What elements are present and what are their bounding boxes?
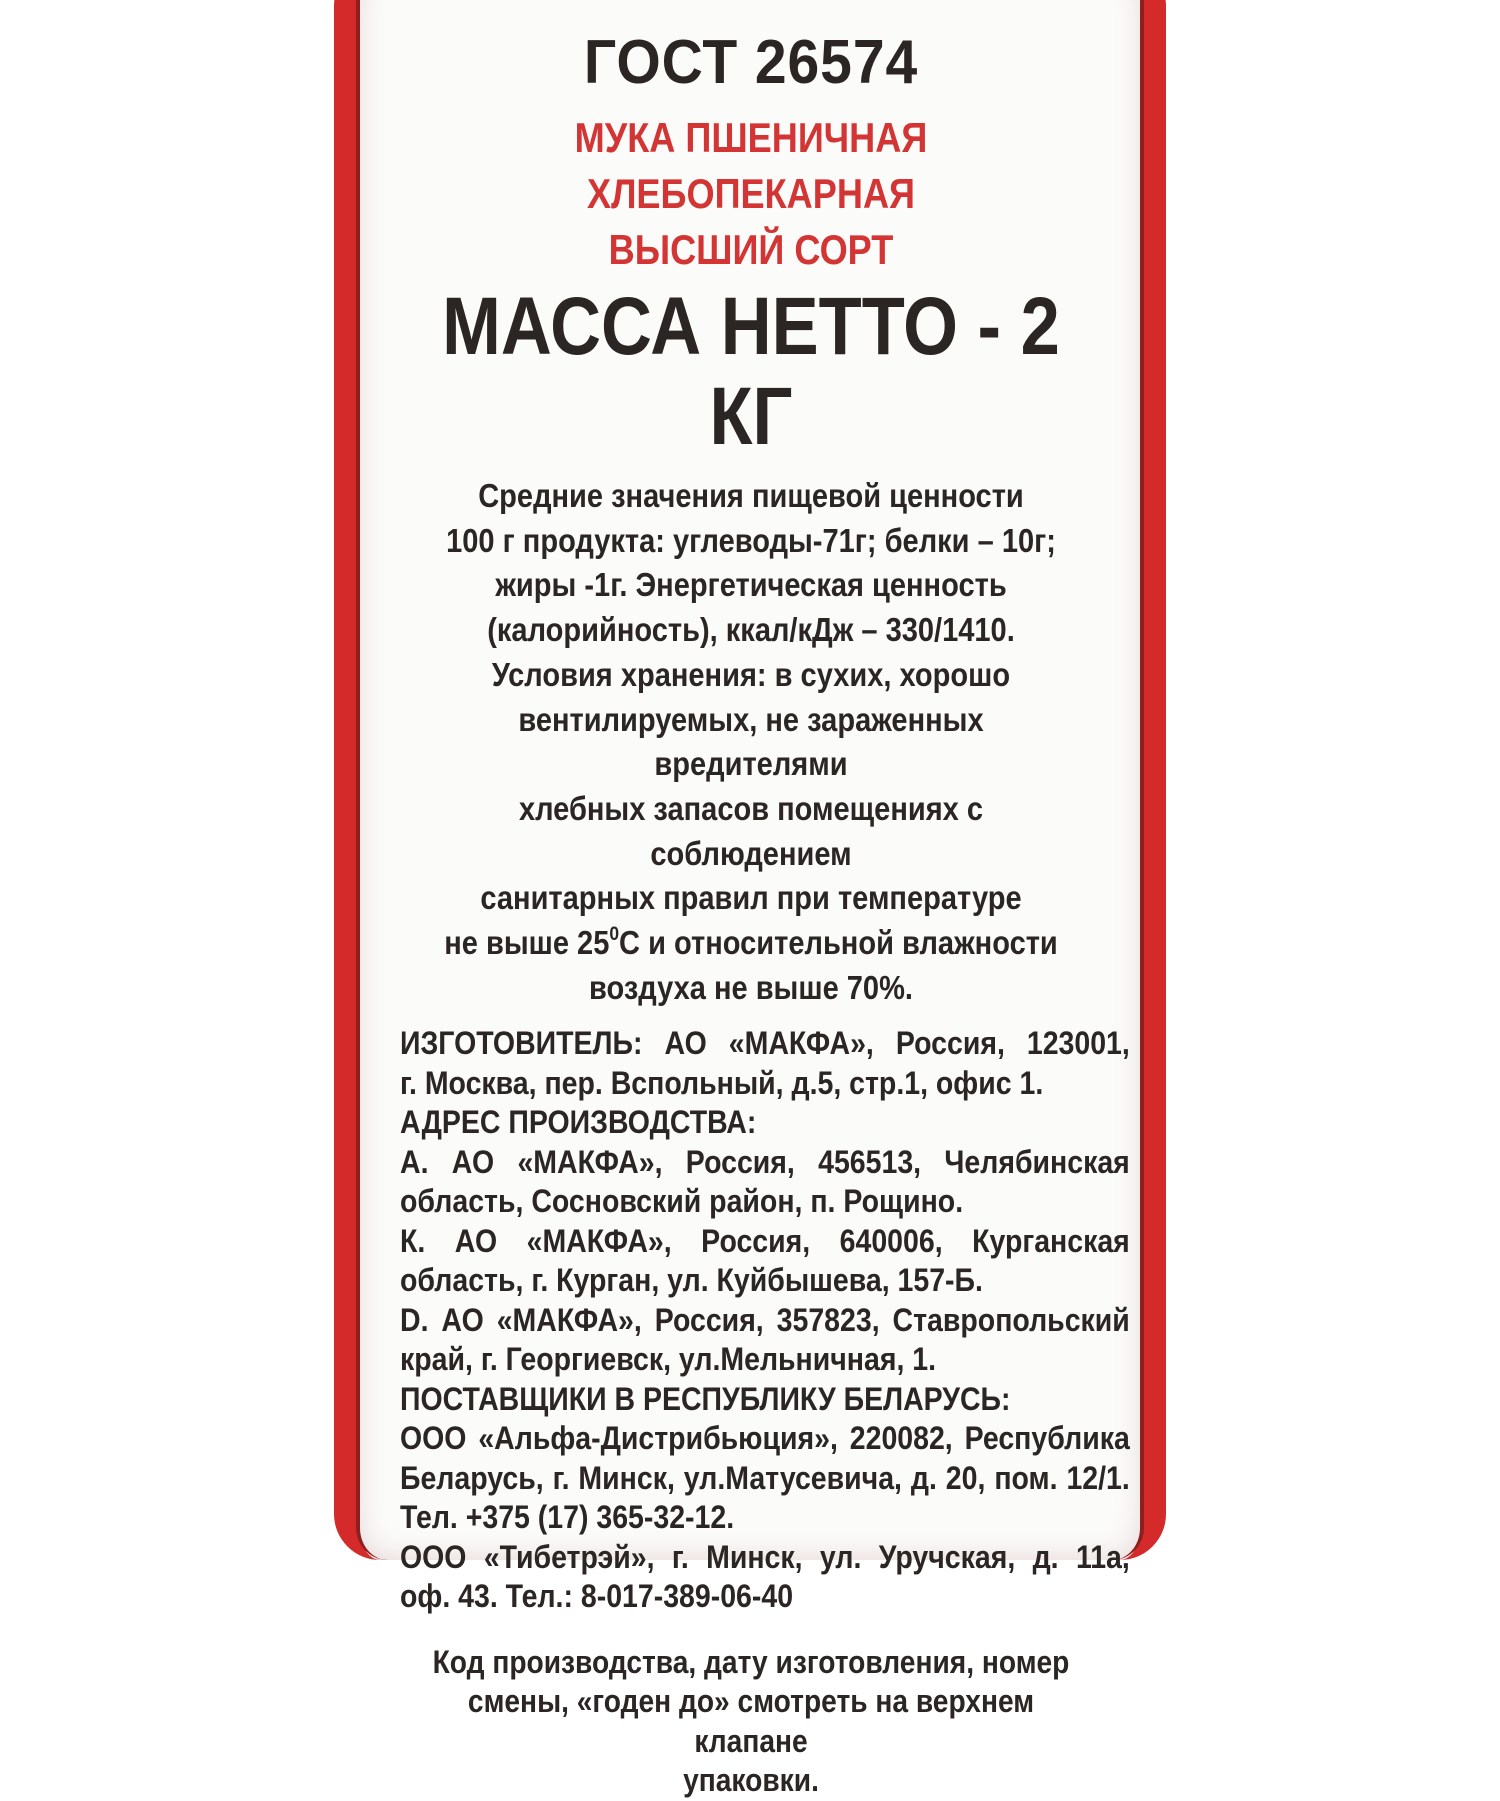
manufacturer-line: ИЗГОТОВИТЕЛЬ: АО «МАКФА», Россия, 123001, — [400, 1025, 1130, 1062]
supplier-line: Беларусь, г. Минск, ул.Матусевича, д. 20, пом. 12/1. — [400, 1459, 1130, 1496]
footer-line: Код производства, дату изготовления, номер — [432, 1643, 1070, 1680]
nutrition-line: (калорийность), ккал/кДж – 330/1410. — [487, 611, 1015, 649]
supplier-line: Тел. +375 (17) 365-32-12. — [400, 1499, 735, 1536]
manufacturer-info — [400, 1024, 1130, 1617]
storage-line: санитарных правил при температуре — [480, 879, 1022, 917]
label-content — [382, 28, 1130, 1801]
nutrition-line: 100 г продукта: углеводы-71г; белки – 10г; — [446, 521, 1056, 559]
storage-line: вентилируемых, не зараженных вредителями — [518, 700, 984, 783]
production-address-line: область, г. Курган, ул. Куйбышева, 157-Б. — [400, 1262, 983, 1299]
storage-conditions — [426, 653, 1075, 1011]
production-address-line: край, г. Георгиевск, ул.Мельничная, 1. — [400, 1341, 937, 1378]
footer-line: упаковки. — [683, 1762, 819, 1799]
production-code-note — [426, 1643, 1075, 1801]
production-address-line: А. АО «МАКФА», Россия, 456513, Челябинская — [400, 1143, 1130, 1180]
gost-standard: ГОСТ 26574 — [583, 28, 919, 97]
manufacturer-line: г. Москва, пер. Вспольный, д.5, стр.1, офис 1. — [400, 1064, 1044, 1101]
storage-line: воздуха не выше 70%. — [589, 968, 913, 1006]
product-label — [334, 0, 1166, 1799]
production-address-line: D. АО «МАКФА», Россия, 357823, Ставропольский — [400, 1301, 1130, 1338]
nutrition-info — [426, 474, 1075, 653]
net-weight: МАССА НЕТТО - 2 КГ — [442, 281, 1060, 462]
product-name-line: МУКА ПШЕНИЧНАЯ ХЛЕБОПЕКАРНАЯ — [574, 114, 928, 217]
storage-temperature-line — [426, 921, 1075, 966]
storage-line: хлебных запасов помещениях с соблюдением — [518, 789, 984, 872]
supplier-line: ООО «Альфа-Дистрибьюция», 220082, Республика — [400, 1420, 1130, 1457]
supplier-line: ООО «Тибетрэй», г. Минск, ул. Уручская, д. 11а, — [400, 1538, 1130, 1575]
product-grade-line: ВЫСШИЙ СОРТ — [608, 226, 894, 273]
product-name — [382, 110, 1120, 278]
nutrition-line: Средние значения пищевой ценности — [478, 477, 1024, 514]
storage-line: Условия хранения: в сухих, хорошо — [491, 655, 1011, 693]
supplier-line: оф. 43. Тел.: 8-017-389-06-40 — [400, 1578, 794, 1615]
footer-line: смены, «годен до» смотреть на верхнем клапане — [467, 1683, 1035, 1759]
production-address-line: К. АО «МАКФА», Россия, 640006, Курганская — [400, 1222, 1130, 1259]
degree-mark: 0 — [609, 923, 620, 946]
nutrition-line: жиры -1г. Энергетическая ценность — [495, 566, 1007, 604]
storage-temp-before: не выше 25 — [444, 924, 610, 962]
production-address-line: область, Сосновский район, п. Рощино. — [400, 1183, 964, 1220]
suppliers-heading: ПОСТАВЩИКИ В РЕСПУБЛИКУ БЕЛАРУСЬ: — [400, 1380, 1011, 1417]
storage-temp-after: С и относительной влажности — [619, 924, 1058, 962]
production-address-heading: АДРЕС ПРОИЗВОДСТВА: — [400, 1104, 757, 1141]
